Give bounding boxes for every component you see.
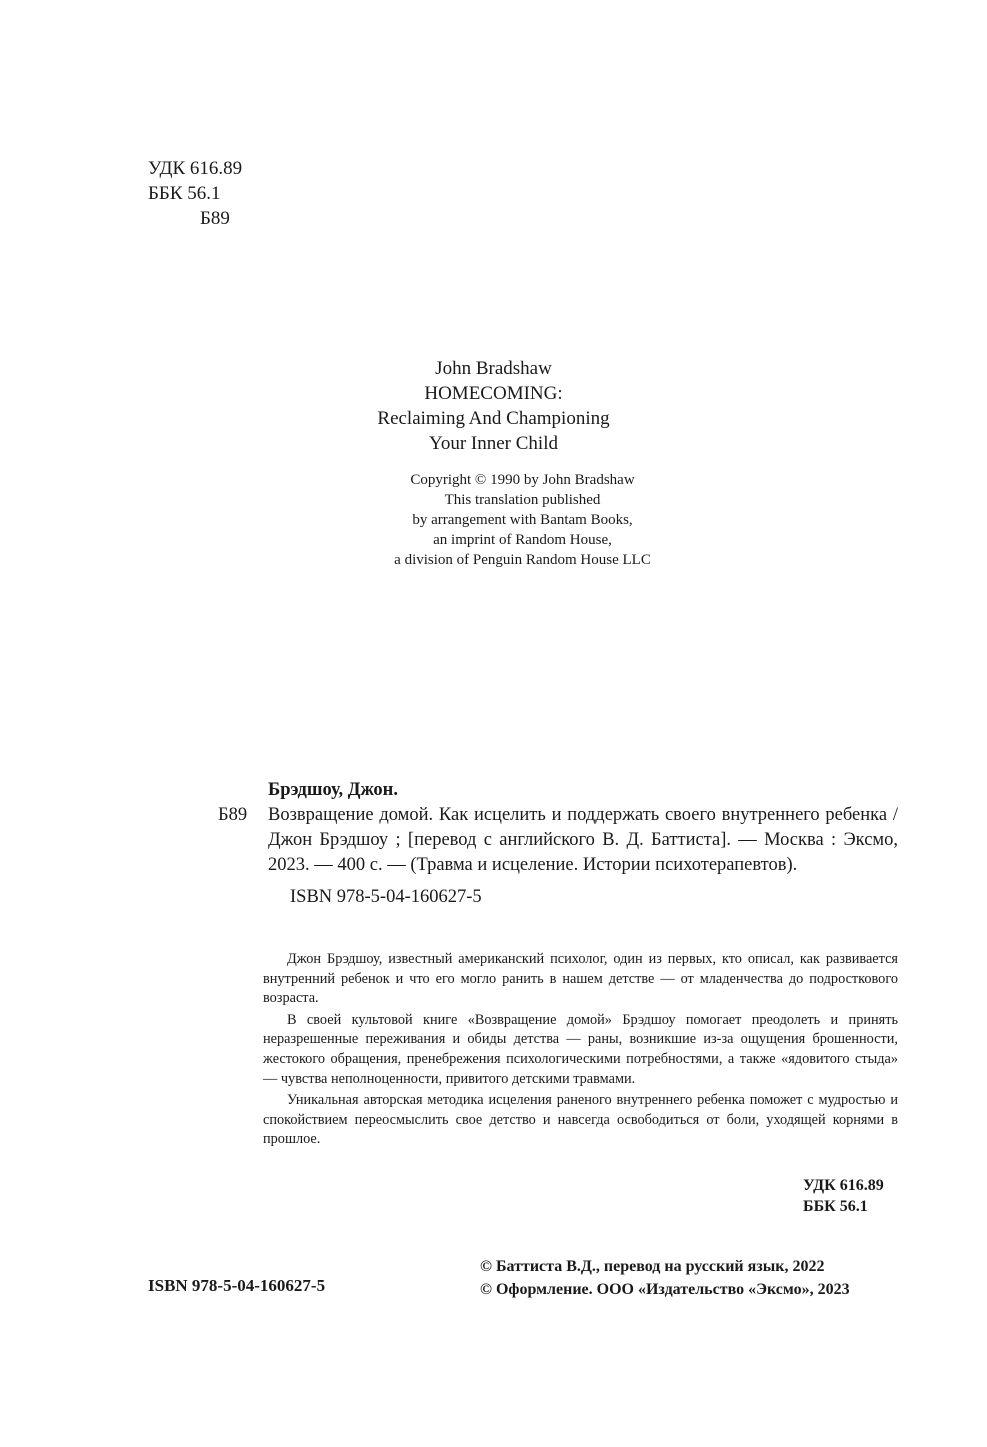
- bibliographic-author-mark: Б89: [218, 805, 248, 825]
- copyright-line: Copyright © 1990 by John Bradshaw: [410, 472, 635, 488]
- bibliographic-record: [268, 778, 898, 910]
- design-copyright: © Оформление. ООО «Издательство «Эксмо», 2023: [480, 1281, 850, 1298]
- copyright-line: an imprint of Random House,: [433, 532, 612, 548]
- author-mark: Б89: [200, 208, 230, 229]
- annotation-paragraph: В своей культовой книге «Возвращение домой» Брэдшоу помогает преодолеть и принять неразрешенные переживания и обиды детства — раны, возникшие из-за ощущения брошенности, жестокого обращения, пренебрежения психологическими потребностями, а также «ядовитого стыда» — чувства неполноценности, привитого детскими травмами.: [263, 1011, 898, 1087]
- isbn: ISBN 978-5-04-160627-5: [148, 1276, 326, 1295]
- bibliographic-entry: Возвращение домой. Как исцелить и поддержать своего внутреннего ребенка / Джон Брэдшоу ; [перевод с английского В. Д. Баттиста]. — Москва : Эксмо, 2023. — 400 с. — (Травма и исцеление. Истории психотерапевтов).: [268, 805, 898, 875]
- copyright-line: a division of Penguin Random House LLC: [394, 552, 651, 568]
- bibliographic-isbn: ISBN 978-5-04-160627-5: [290, 887, 482, 907]
- annotation-paragraph: Уникальная авторская методика исцеления раненого внутреннего ребенка поможет с мудростью и спокойствием переосмыслить свое детство и навсегда освободиться от боли, уходящей корнями в прошлое.: [263, 1092, 898, 1148]
- annotation: [263, 950, 898, 1152]
- udk-code: УДК 616.89: [148, 158, 243, 179]
- annotation-paragraph: Джон Брэдшоу, известный американский психолог, один из первых, кто описал, как развивается внутренний ребенок и что его могло ранить в нашем детстве — от младенчества до подросткового возраста.: [263, 951, 898, 1007]
- original-author: John Bradshaw: [435, 358, 552, 379]
- bbk-code: ББК 56.1: [803, 1198, 868, 1215]
- original-subtitle-2: Your Inner Child: [429, 433, 558, 454]
- bibliographic-author: Брэдшоу, Джон.: [268, 780, 398, 800]
- copyright-block: [0, 470, 987, 570]
- copyright-line: This translation published: [444, 492, 601, 508]
- original-subtitle-1: Reclaiming And Championing: [377, 408, 610, 429]
- udk-block-top: [148, 156, 242, 231]
- original-title: HOMECOMING:: [424, 383, 563, 404]
- bbk-code: ББК 56.1: [148, 183, 221, 204]
- original-title-block: [0, 356, 987, 456]
- copyright-notices: [480, 1255, 850, 1301]
- udk-code: УДК 616.89: [803, 1177, 884, 1194]
- udk-block-bottom: [803, 1175, 884, 1217]
- translation-copyright: © Баттиста В.Д., перевод на русский язык, 2022: [480, 1258, 825, 1275]
- copyright-line: by arrangement with Bantam Books,: [412, 512, 633, 528]
